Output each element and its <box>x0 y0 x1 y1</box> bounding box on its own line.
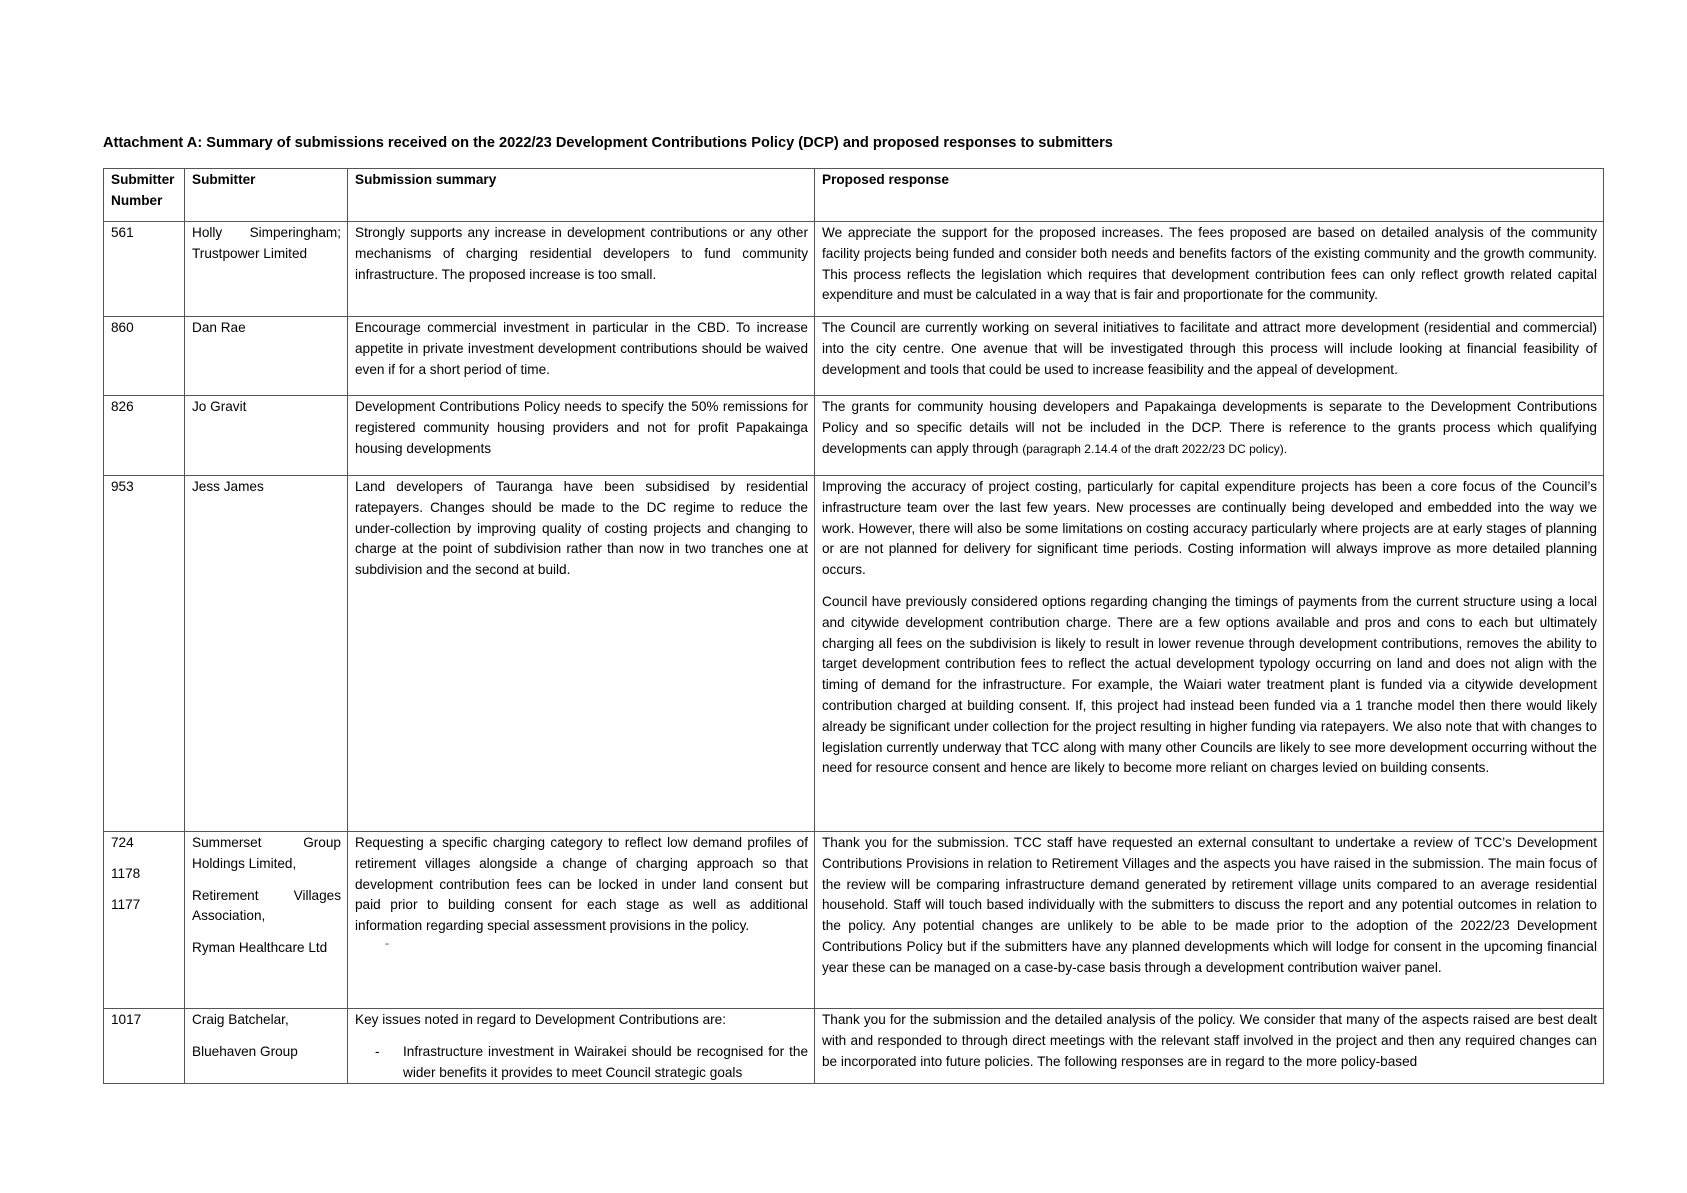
submitter-number: 724 <box>111 835 134 850</box>
submitter-number: 1017 <box>104 1009 185 1084</box>
table-row <box>104 396 1604 476</box>
submitter-numbers <box>104 832 185 1009</box>
table-row <box>104 476 1604 832</box>
submitter-name: Bluehaven Group <box>192 1043 298 1059</box>
submitter-number: 561 <box>104 222 185 317</box>
submitter-number: 1178 <box>111 865 141 881</box>
summary-text: Requesting a specific charging category to reflect low demand profiles of retirement villages alongside a change of charging approach so that development contribution fees can be locked in under land consent but paid prior to building consent for each stage as well as additional information regarding special assessment provisions in the policy. <box>355 835 808 934</box>
submitter-number: 826 <box>104 396 185 476</box>
submission-summary: Development Contributions Policy needs to specify the 50% remissions for registered community housing providers and not for profit Papakainga housing developments <box>348 396 815 476</box>
proposed-response <box>815 476 1604 832</box>
proposed-response: Thank you for the submission and the detailed analysis of the policy. We consider that many of the aspects raised are best dealt with and responded to through direct meetings with the relevant staff involved in the project and then any required changes can be incorporated into future policies. The following responses are in regard to the more policy-based <box>815 1009 1604 1084</box>
header-submitter: Submitter <box>185 169 348 222</box>
response-text: The grants for community housing developers and Papakainga developments is separate to the Development Contributions Policy and so specific details will not be included in the DCP. There is reference to the grants process which qualifying developments can apply through <box>822 399 1597 456</box>
submitter-name: Jo Gravit <box>185 396 348 476</box>
submitter-names <box>185 832 348 1009</box>
submitter-name: Retirement Villages Association, <box>192 887 341 924</box>
submissions-table <box>103 168 1604 1084</box>
submitter-name: Craig Batchelar, <box>192 1012 289 1027</box>
submitter-name: Ryman Healthcare Ltd <box>192 940 328 956</box>
submitter-name: Holly Simperingham; Trustpower Limited <box>185 222 348 317</box>
summary-bullet-list <box>355 1042 808 1084</box>
table-row <box>104 317 1604 396</box>
header-submission-summary: Submission summary <box>348 169 815 222</box>
header-proposed-response: Proposed response <box>815 169 1604 222</box>
summary-intro: Key issues noted in regard to Development Contributions are: <box>355 1012 727 1027</box>
proposed-response: The Council are currently working on several initiatives to facilitate and attract more development (residential and commercial) into the city centre. One avenue that will be investigated through this process will include looking at financial feasibility of development and tools that could be used to increase feasibility and the appeal of development. <box>815 317 1604 396</box>
submission-summary: Strongly supports any increase in development contributions or any other mechanisms of charging residential developers to fund community infrastructure. The proposed increase is too small. <box>348 222 815 317</box>
table-row <box>104 222 1604 317</box>
response-paragraph: Council have previously considered options regarding changing the timings of payments from the current structure using a local and citywide development contribution charge. There are a few options available and pros and cons to each but ultimately charging all fees on the subdivision is likely to result in lower revenue through development contributions, removes the ability to target development contribution fees to reflect the actual development typology occurring on land and does not align with the timing of demand for the infrastructure. For example, the Waiari water treatment plant is funded via a citywide development contribution charged at building consent. If, this project had instead been funded via a 1 tranche model then there would likely already be significant under collection for the project resulting in higher funding via ratepayers. We also note that with changes to legislation currently underway that TCC along with many other Councils are likely to see more development occurring without the need for resource consent and hence are likely to become more reliant on charges levied on building consents. <box>822 593 1597 776</box>
submission-summary <box>348 1009 815 1084</box>
response-paragraph: Improving the accuracy of project costing, particularly for capital expenditure projects has been a core focus of the Council’s infrastructure team over the last few years. New processes are continually being developed and embedded into the way we work. However, there will also be some limitations on costing accuracy particularly where projects are at early stages of planning or are not planned for delivery for significant time periods. Costing information will always improve as more detailed planning occurs. <box>822 479 1597 578</box>
table-header-row <box>104 169 1604 222</box>
proposed-response <box>815 396 1604 476</box>
policy-reference: (paragraph 2.14.4 of the draft 2022/23 DC policy). <box>1022 441 1288 456</box>
proposed-response: Thank you for the submission. TCC staff have requested an external consultant to undertake a review of TCC’s Development Contributions Provisions in relation to Retirement Villages and the aspects you have raised in the submission. The main focus of the review will be comparing infrastructure demand generated by retirement village units compared to an average residential household. Staff will touch based individually with the submitters to discuss the report and any potential outcomes in relation to the policy. Any potential changes are unlikely to be able to be made prior to the adoption of the 2022/23 Development Contributions Policy but if the submitters have any planned developments which will lodge for consent in the upcoming financial year these can be managed on a case-by-case basis through a development contribution waiver panel. <box>815 832 1604 1009</box>
submission-summary <box>348 832 815 1009</box>
proposed-response: We appreciate the support for the proposed increases. The fees proposed are based on detailed analysis of the community facility projects being funded and consider both needs and benefits factors of the existing community and the growth community. This process reflects the legislation which requires that development contribution fees can only reflect growth related capital expenditure and must be calculated in a way that is fair and proportionate for the community. <box>815 222 1604 317</box>
submission-summary: Land developers of Tauranga have been subsidised by residential ratepayers. Changes should be made to the DC regime to reduce the under-collection by improving quality of costing projects and changing to charge at the point of subdivision rather than now in two tranches one at subdivision and the second at build. <box>348 476 815 832</box>
submitter-names <box>185 1009 348 1084</box>
submitter-name: Dan Rae <box>185 317 348 396</box>
page-title: Attachment A: Summary of submissions received on the 2022/23 Development Contributions Policy (DCP) and proposed responses to submitters <box>103 135 1113 151</box>
submitter-name: Jess James <box>185 476 348 832</box>
submitter-number: 953 <box>104 476 185 832</box>
header-submitter-number: Submitter Number <box>104 169 185 222</box>
table-row <box>104 832 1604 1009</box>
submission-summary: Encourage commercial investment in particular in the CBD. To increase appetite in private investment development contributions should be waived even if for a short period of time. <box>348 317 815 396</box>
table-row <box>104 1009 1604 1084</box>
submitter-number: 1177 <box>111 896 141 912</box>
list-item: - Infrastructure investment in Wairakei should be recognised for the wider benefits it provides to meet Council strategic goals <box>375 1042 808 1084</box>
submitter-name: Summerset Group Holdings Limited, <box>192 835 341 871</box>
red-mark: - <box>385 935 389 950</box>
submitter-number: 860 <box>104 317 185 396</box>
